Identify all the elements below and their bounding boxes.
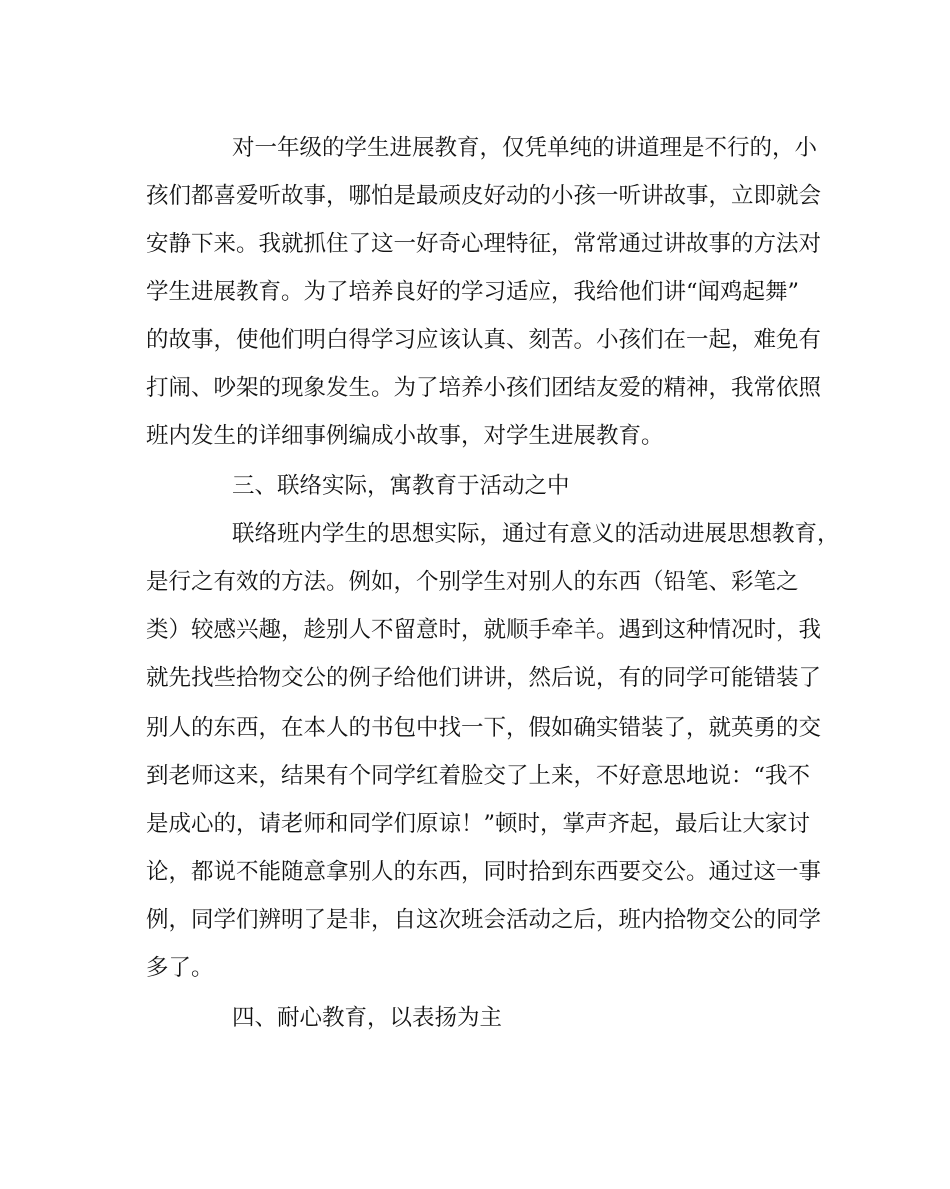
text-line: 到老师这来，结果有个同学红着脸交了上来，不好意思地说：“我不 [146, 763, 811, 789]
text-line: 对一年级的学生进展教育，仅凭单纯的讲道理是不行的，小 [232, 135, 818, 161]
section-heading: 三、联络实际，寓教育于活动之中 [232, 473, 570, 499]
text-line: 论，都说不能随意拿别人的东西，同时拾到东西要交公。通过这一事 [146, 859, 822, 885]
text-line: 就先找些拾物交公的例子给他们讲讲，然后说，有的同学可能错装了 [146, 665, 822, 691]
text-line: 类）较感兴趣，趁别人不留意时，就顺手牵羊。遇到这种情况时，我 [146, 617, 822, 643]
text-line: 多了。 [146, 955, 214, 981]
text-line: 是行之有效的方法。例如，个别学生对别人的东西（铅笔、彩笔之 [146, 569, 799, 595]
text-line: 学生进展教育。为了培养良好的学习适应，我给他们讲“闻鸡起舞” [146, 279, 800, 305]
section-heading: 四、耐心教育，以表扬为主 [232, 1005, 503, 1031]
text-line: 例，同学们辨明了是非，自这次班会活动之后，班内拾物交公的同学 [146, 907, 822, 933]
text-line: 班内发生的详细事例编成小故事，对学生进展教育。 [146, 423, 664, 449]
text-line: 别人的东西，在本人的书包中找一下，假如确实错装了，就英勇的交 [146, 715, 822, 741]
text-line: 打闹、吵架的现象发生。为了培养小孩们团结友爱的精神，我常依照 [146, 375, 822, 401]
text-line: 孩们都喜爱听故事，哪怕是最顽皮好动的小孩一听讲故事，立即就会 [146, 183, 822, 209]
text-line: 联络班内学生的思想实际，通过有意义的活动进展思想教育， [232, 521, 840, 547]
text-line: 的故事，使他们明白得学习应该认真、刻苦。小孩们在一起，难免有 [146, 327, 822, 353]
text-line: 是成心的，请老师和同学们原谅！”顿时，掌声齐起，最后让大家讨 [146, 811, 811, 837]
text-line: 安静下来。我就抓住了这一好奇心理特征，常常通过讲故事的方法对 [146, 231, 822, 257]
